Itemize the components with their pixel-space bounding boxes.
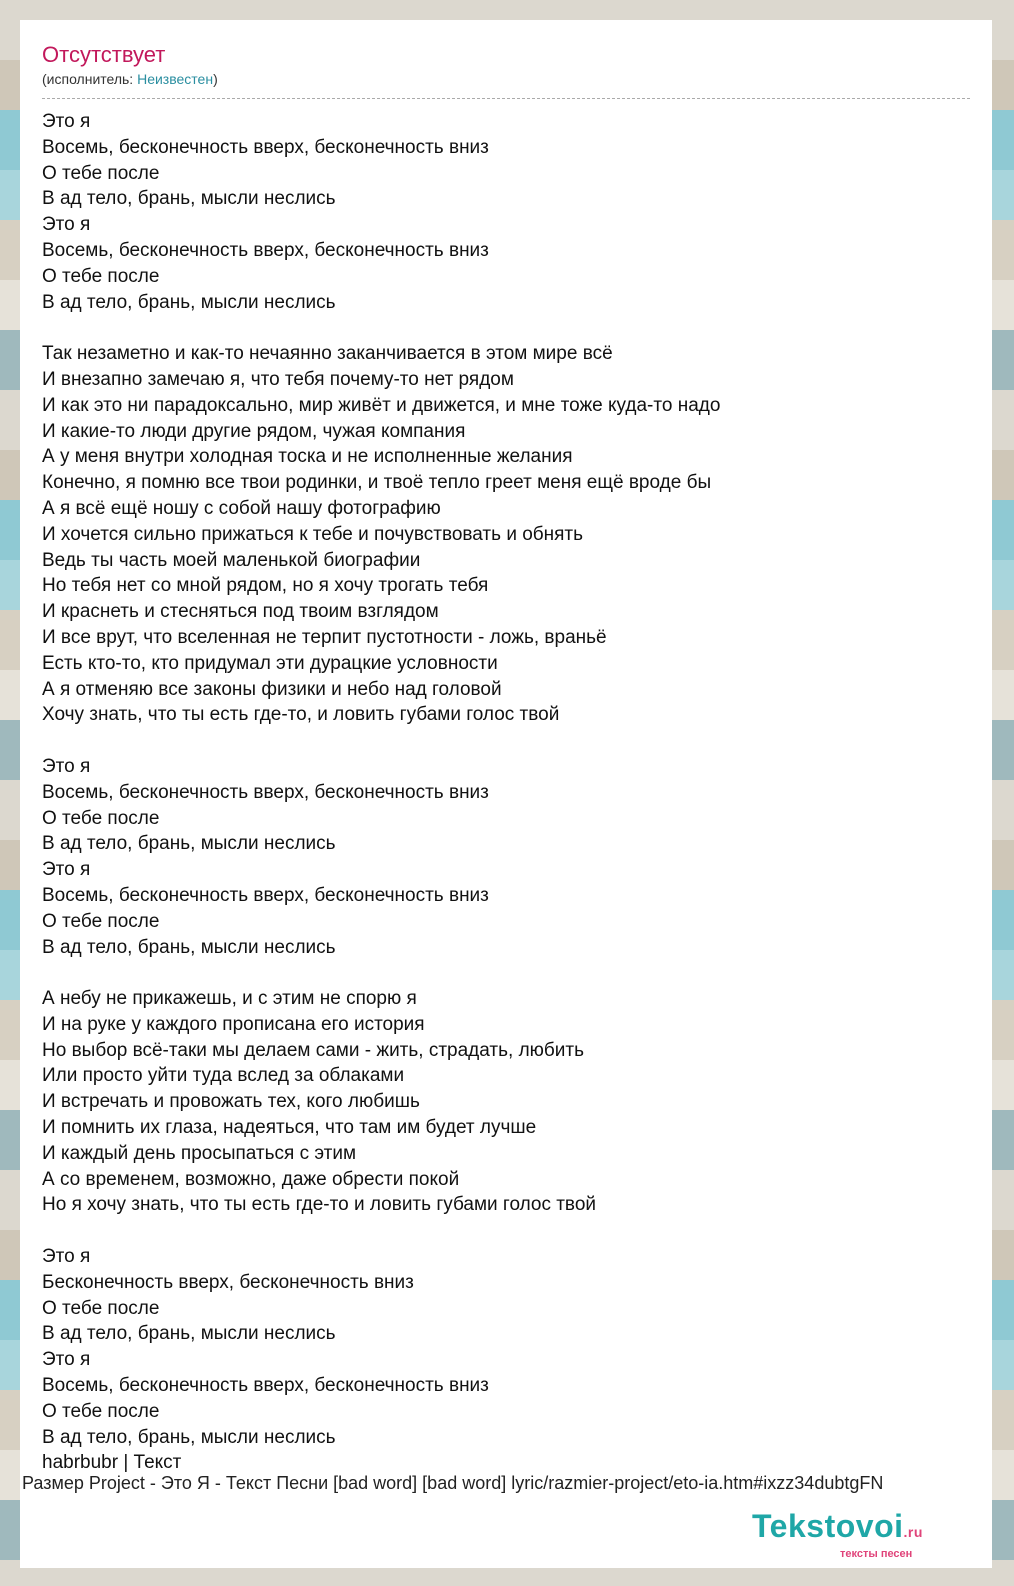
lyrics-text — [42, 109, 970, 1476]
lyric-line: Но выбор всё-таки мы делаем сами - жить, страдать, любить — [42, 1039, 585, 1061]
lyric-line: Конечно, я помню все твои родинки, и твоё тепло греет меня ещё вроде бы — [42, 472, 712, 494]
lyric-line: А я всё ещё ношу с собой нашу фотографию — [42, 497, 441, 519]
lyric-line: О тебе после — [42, 1297, 160, 1319]
lyric-line: И на руке у каждого прописана его история — [42, 1013, 425, 1035]
lyric-line: И хочется сильно прижаться к тебе и почувствовать и обнять — [42, 523, 584, 545]
artist-link[interactable]: Неизвестен — [137, 71, 214, 87]
lyric-line: И внезапно замечаю я, что тебя почему-то нет рядом — [42, 368, 514, 390]
lyric-line: И какие-то люди другие рядом, чужая компания — [42, 420, 466, 442]
lyric-line: Восемь, бесконечность вверх, бесконечность вниз — [42, 1375, 489, 1397]
lyric-line: В ад тело, брань, мысли неслись — [42, 833, 336, 855]
lyric-line: Но я хочу знать, что ты есть где-то и ловить губами голос твой — [42, 1194, 596, 1216]
lyric-line: Это я — [42, 111, 91, 132]
lyric-line: Это я — [42, 859, 91, 881]
lyric-line: В ад тело, брань, мысли неслись — [42, 188, 336, 210]
lyric-line: И все врут, что вселенная не терпит пустотности - ложь, враньё — [42, 626, 607, 648]
lyric-line — [42, 1218, 970, 1244]
lyric-line: Восемь, бесконечность вверх, бесконечность вниз — [42, 136, 489, 158]
lyric-line: А со временем, возможно, даже обрести покой — [42, 1168, 460, 1190]
lyric-line: И встречать и провожать тех, кого любишь — [42, 1091, 420, 1113]
lyric-line: О тебе после — [42, 807, 160, 829]
logo-tld: .ru — [903, 1524, 923, 1540]
artist-line — [42, 70, 970, 88]
lyric-line — [42, 315, 970, 341]
lyric-line: Есть кто-то, кто придумал эти дурацкие условности — [42, 652, 498, 674]
lyric-line: Восемь, бесконечность вверх, бесконечность вниз — [42, 884, 489, 906]
lyric-line: В ад тело, брань, мысли неслись — [42, 936, 336, 958]
lyric-line: Это я — [42, 1246, 91, 1268]
lyric-line: Это я — [42, 755, 91, 777]
lyric-line: А я отменяю все законы физики и небо над головой — [42, 678, 502, 700]
lyric-line: И краснеть и стесняться под твоим взглядом — [42, 601, 439, 623]
lyric-line: А небу не прикажешь, и с этим не спорю я — [42, 988, 417, 1010]
source-footer: Размер Project - Это Я - Текст Песни [bad word] [bad word] lyric/razmier-project/eto-ia.htm#ixzz34dubtgFN — [22, 1473, 884, 1493]
lyric-line: И каждый день просыпаться с этим — [42, 1142, 357, 1164]
lyrics-card — [20, 20, 992, 1568]
lyric-line: В ад тело, брань, мысли неслись — [42, 1426, 336, 1448]
logo-tagline: тексты песен — [840, 1548, 913, 1560]
lyric-line: И помнить их глаза, надеяться, что там им будет лучше — [42, 1117, 537, 1139]
site-logo[interactable] — [752, 1508, 923, 1545]
lyric-line: habrbubr | Текст — [42, 1452, 182, 1474]
lyric-line: Это я — [42, 1349, 91, 1371]
lyric-line: В ад тело, брань, мысли неслись — [42, 291, 336, 313]
lyric-line: Восемь, бесконечность вверх, бесконечность вниз — [42, 239, 489, 261]
lyric-line: Но тебя нет со мной рядом, но я хочу трогать тебя — [42, 575, 489, 597]
divider — [42, 98, 970, 99]
artist-suffix: ) — [213, 71, 218, 87]
song-title: Отсутствует — [42, 42, 166, 67]
lyric-line: О тебе после — [42, 910, 160, 932]
lyric-line: О тебе после — [42, 265, 160, 287]
artist-prefix: (исполнитель: — [42, 71, 138, 87]
lyric-line: Так незаметно и как-то нечаянно заканчивается в этом мире всё — [42, 343, 613, 365]
logo-main: Tekstovoi — [752, 1508, 904, 1544]
lyric-line: Бесконечность вверх, бесконечность вниз — [42, 1271, 414, 1293]
lyric-line — [42, 728, 970, 754]
lyric-line: Хочу знать, что ты есть где-то, и ловить губами голос твой — [42, 704, 560, 726]
lyric-line: О тебе после — [42, 162, 160, 184]
lyric-line: О тебе после — [42, 1400, 160, 1422]
lyric-line — [42, 960, 970, 986]
lyric-line: Восемь, бесконечность вверх, бесконечность вниз — [42, 781, 489, 803]
lyric-line: Это я — [42, 214, 91, 236]
lyric-line: В ад тело, брань, мысли неслись — [42, 1323, 336, 1345]
lyric-line: И как это ни парадоксально, мир живёт и движется, и мне тоже куда-то надо — [42, 394, 721, 416]
lyric-line: Или просто уйти туда вслед за облаками — [42, 1065, 405, 1087]
lyric-line: Ведь ты часть моей маленькой биографии — [42, 549, 421, 571]
lyric-line: А у меня внутри холодная тоска и не исполненные желания — [42, 446, 573, 468]
